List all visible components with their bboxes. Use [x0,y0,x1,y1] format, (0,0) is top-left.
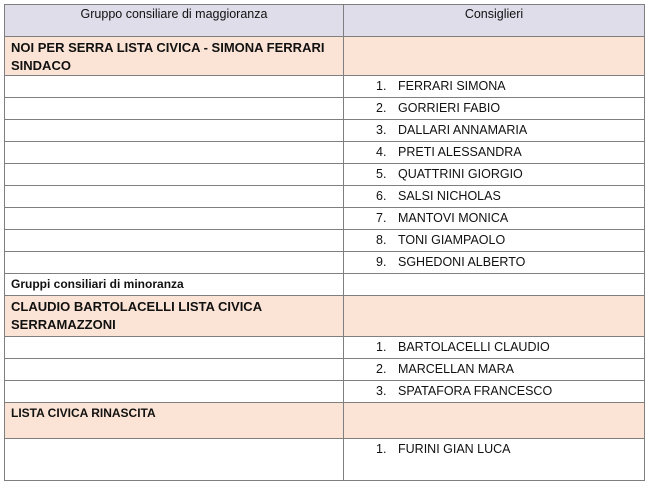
member-row [5,76,645,98]
member-row [5,164,645,186]
member-name: MANTOVI MONICA [398,211,509,225]
member-name: SGHEDONI ALBERTO [398,255,526,269]
member-name: FURINI GIAN LUCA [398,442,511,456]
minority-heading-row [5,274,645,296]
member-cell [344,359,645,381]
group-empty-cell [344,296,645,337]
member-row [5,381,645,403]
member-row [5,142,645,164]
member-cell [344,120,645,142]
group-name-minority-1: CLAUDIO BARTOLACELLI LISTA CIVICA SERRAMAZZONI [5,296,344,337]
group-name-minority-2: LISTA CIVICA RINASCITA [5,403,344,439]
member-cell [344,381,645,403]
member-cell [344,76,645,98]
member-row [5,359,645,381]
minority-heading: Gruppi consiliari di minoranza [5,274,344,296]
member-number: 3. [376,123,387,137]
member-name: TONI GIAMPAOLO [398,233,506,247]
group-row-minority-1 [5,296,645,337]
member-cell [344,439,645,481]
member-row [5,252,645,274]
member-cell [344,186,645,208]
member-name: DALLARI ANNAMARIA [398,123,528,137]
header-row [5,5,645,37]
member-row [5,439,645,481]
member-name: BARTOLACELLI CLAUDIO [398,340,550,354]
member-cell [344,98,645,120]
member-cell [344,208,645,230]
member-number: 8. [376,233,387,247]
member-number: 1. [376,442,387,456]
group-row-majority [5,37,645,76]
member-number: 1. [376,79,387,93]
group-name-majority: NOI PER SERRA LISTA CIVICA - SIMONA FERRARI SINDACO [5,37,344,76]
member-number: 9. [376,255,387,269]
member-number: 7. [376,211,387,225]
member-cell [344,230,645,252]
member-number: 6. [376,189,387,203]
member-row [5,98,645,120]
member-cell [344,337,645,359]
member-name: FERRARI SIMONA [398,79,506,93]
group-empty-cell [344,403,645,439]
member-number: 1. [376,340,387,354]
header-councillors: Consiglieri [344,5,645,37]
member-cell [344,164,645,186]
member-number: 3. [376,384,387,398]
member-row [5,120,645,142]
member-row [5,230,645,252]
member-row [5,337,645,359]
header-group: Gruppo consiliare di maggioranza [5,5,344,37]
member-name: GORRIERI FABIO [398,101,501,115]
group-empty-cell [344,37,645,76]
member-name: PRETI ALESSANDRA [398,145,522,159]
member-number: 2. [376,101,387,115]
member-cell [344,252,645,274]
member-name: QUATTRINI GIORGIO [398,167,523,181]
council-groups-table [4,4,645,481]
member-cell [344,142,645,164]
member-name: MARCELLAN MARA [398,362,514,376]
member-number: 5. [376,167,387,181]
member-row [5,208,645,230]
member-row [5,186,645,208]
member-name: SPATAFORA FRANCESCO [398,384,553,398]
member-name: SALSI NICHOLAS [398,189,501,203]
member-number: 2. [376,362,387,376]
member-number: 4. [376,145,387,159]
group-row-minority-2 [5,403,645,439]
